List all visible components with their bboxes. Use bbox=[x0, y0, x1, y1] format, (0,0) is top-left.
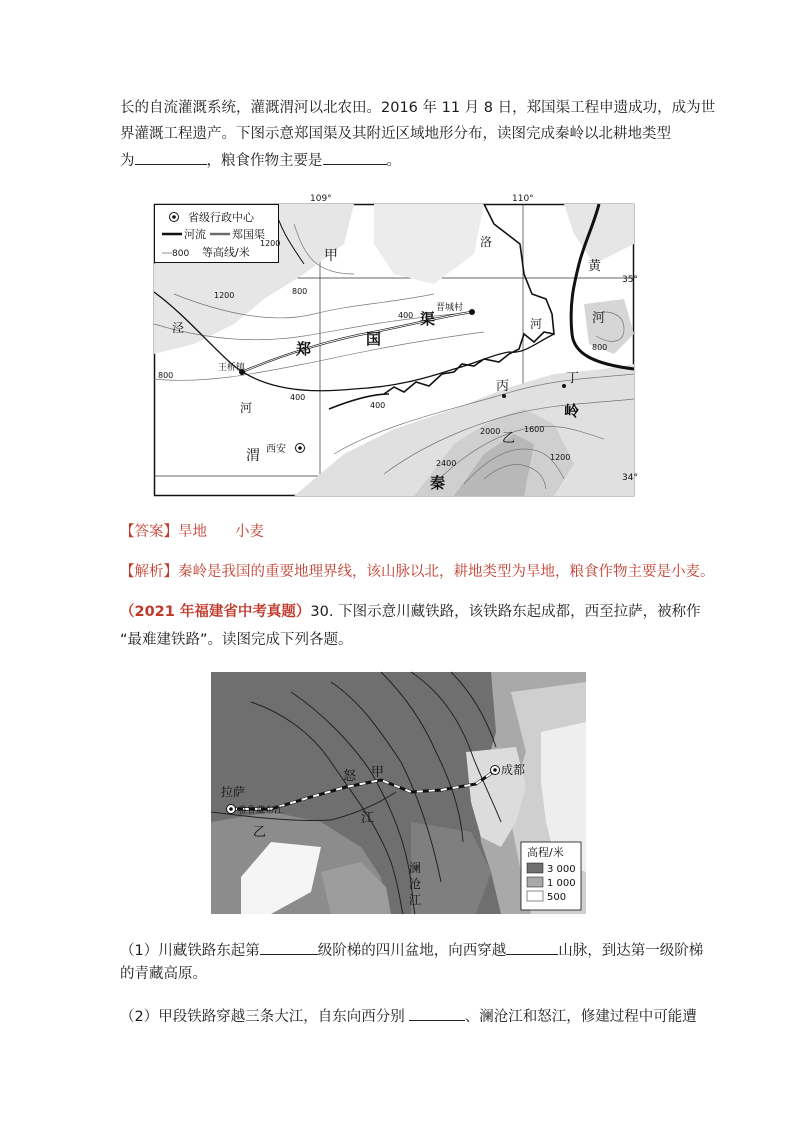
label-zheng: 郑 bbox=[296, 340, 312, 358]
label-ding: 丁 bbox=[566, 371, 580, 386]
lon-109: 109° bbox=[310, 194, 332, 204]
intro-line-2: 界灌溉工程遗产。下图示意郑国渠及其附近区域地形分布，读图完成秦岭以北耕地类型 bbox=[120, 126, 671, 142]
label-luo: 洛 bbox=[480, 235, 493, 249]
label-yi: 乙 bbox=[502, 431, 516, 446]
zhengguo-canal-map bbox=[154, 194, 638, 496]
blank-river[interactable] bbox=[409, 1006, 465, 1021]
label-jia: 甲 bbox=[324, 248, 338, 264]
legend-river: 河流 bbox=[184, 228, 206, 241]
label-huang: 黄 bbox=[588, 259, 602, 274]
label-he-luo: 河 bbox=[530, 317, 543, 331]
contour-400-a: 400 bbox=[398, 311, 414, 320]
label-yarlung: 雅鲁藏布江 bbox=[238, 806, 284, 816]
contour-2400: 2400 bbox=[436, 459, 457, 468]
intro-line3-mid: ，粮食作物主要是 bbox=[206, 153, 323, 169]
sichuan-tibet-railway-map bbox=[211, 672, 586, 914]
question30-text-1: 30. 下图示意川藏铁路，该铁路东起成都，西至拉萨，被称作 bbox=[310, 604, 701, 620]
jincheng-dot bbox=[469, 309, 475, 315]
legend-contour: 等高线/米 bbox=[202, 246, 250, 259]
question30-line-1 bbox=[120, 602, 701, 622]
blank-land-type[interactable] bbox=[135, 150, 207, 165]
analysis-line bbox=[120, 562, 715, 582]
answer-2: 小麦 bbox=[235, 524, 264, 540]
contour-1200-c: 1200 bbox=[550, 453, 571, 462]
label-lhasa: 拉萨 bbox=[221, 785, 246, 799]
label-he-huang: 河 bbox=[592, 311, 606, 326]
analysis-tag: 【解析】 bbox=[120, 564, 178, 580]
contour-1200-a: 1200 bbox=[260, 239, 281, 248]
legend-1000: 1 000 bbox=[547, 878, 576, 889]
label-lan: 澜 bbox=[409, 861, 422, 875]
label-wangqiao: 王桥镇 bbox=[218, 363, 246, 373]
legend-title: 高程/米 bbox=[527, 846, 564, 859]
blank-mountain[interactable] bbox=[506, 940, 558, 955]
label-xian: 西安 bbox=[266, 444, 286, 455]
q2-part-a: （2）甲段铁路穿越三条大江，自东向西分别 bbox=[120, 1009, 405, 1025]
label-bing: 丙 bbox=[496, 379, 510, 394]
label-nu-jiang: 江 bbox=[361, 811, 375, 826]
label-lancang-jiang: 江 bbox=[409, 893, 422, 907]
q1-line-1 bbox=[120, 940, 703, 961]
label-chengdu: 成都 bbox=[501, 763, 526, 777]
analysis-text: 秦岭是我国的重要地理界线，该山脉以北，耕地类型为旱地，粮食作物主要是小麦。 bbox=[178, 564, 715, 580]
q1-line-2: 的青藏高原。 bbox=[120, 966, 207, 982]
legend-contour-value: 800 bbox=[172, 249, 190, 259]
q1-part-a: （1）川藏铁路东起第 bbox=[120, 943, 260, 959]
contour-1200-b: 1200 bbox=[214, 291, 235, 300]
contour-2000: 2000 bbox=[480, 427, 501, 436]
contour-800-c: 800 bbox=[592, 343, 608, 352]
legend-500: 500 bbox=[547, 892, 567, 903]
question30-source: （2021 年福建省中考真题） bbox=[120, 604, 311, 620]
contour-1600: 1600 bbox=[524, 425, 545, 434]
q1-part-c: 山脉，到达第一级阶梯 bbox=[558, 943, 704, 959]
railway-map-svg bbox=[211, 672, 586, 914]
label-nu: 怒 bbox=[343, 769, 357, 784]
contour-800-b: 800 bbox=[158, 371, 174, 380]
label-guo: 国 bbox=[366, 330, 382, 348]
lat-34: 34° bbox=[622, 473, 638, 483]
label-ling: 岭 bbox=[564, 402, 580, 420]
contour-400-c: 400 bbox=[370, 401, 386, 410]
label-jincheng: 晋城村 bbox=[436, 303, 464, 313]
label-jia: 甲 bbox=[371, 765, 385, 780]
q2-part-b: 、澜沧江和怒江，修建过程中可能遭 bbox=[464, 1009, 697, 1025]
blank-step[interactable] bbox=[260, 940, 318, 955]
blank-crop[interactable] bbox=[323, 150, 387, 165]
answer-1: 旱地 bbox=[178, 524, 207, 540]
contour-800-a: 800 bbox=[292, 287, 308, 296]
contour-400-b: 400 bbox=[290, 393, 306, 402]
label-yi: 乙 bbox=[253, 825, 267, 840]
lat-35: 35° bbox=[622, 275, 638, 285]
intro-line-1: 长的自流灌溉系统，灌溉渭河以北农田。2016 年 11 月 8 日，郑国渠工程申遗成功，成为世 bbox=[120, 100, 716, 116]
zhengguo-map-svg bbox=[154, 204, 638, 496]
q2-line-1 bbox=[120, 1006, 697, 1027]
question30-line-2: “最难建铁路”。读图完成下列各题。 bbox=[120, 632, 353, 648]
label-qin: 秦 bbox=[430, 474, 446, 492]
answer-tag: 【答案】 bbox=[120, 524, 178, 540]
legend-capital: 省级行政中心 bbox=[188, 211, 254, 224]
label-qu: 渠 bbox=[420, 310, 436, 328]
lon-110: 110° bbox=[512, 194, 534, 204]
label-jing: 泾 bbox=[172, 321, 185, 335]
legend-canal: 郑国渠 bbox=[232, 228, 265, 241]
legend-3000: 3 000 bbox=[547, 864, 576, 875]
label-he-jing: 河 bbox=[240, 401, 253, 415]
intro-line3-end: 。 bbox=[386, 153, 401, 169]
intro-line-3 bbox=[120, 150, 401, 171]
q1-part-b: 级阶梯的四川盆地，向西穿越 bbox=[317, 943, 507, 959]
label-cang: 沧 bbox=[409, 877, 422, 891]
label-wei: 渭 bbox=[246, 448, 260, 464]
intro-line3-start: 为 bbox=[120, 153, 135, 169]
answer-line bbox=[120, 522, 264, 542]
